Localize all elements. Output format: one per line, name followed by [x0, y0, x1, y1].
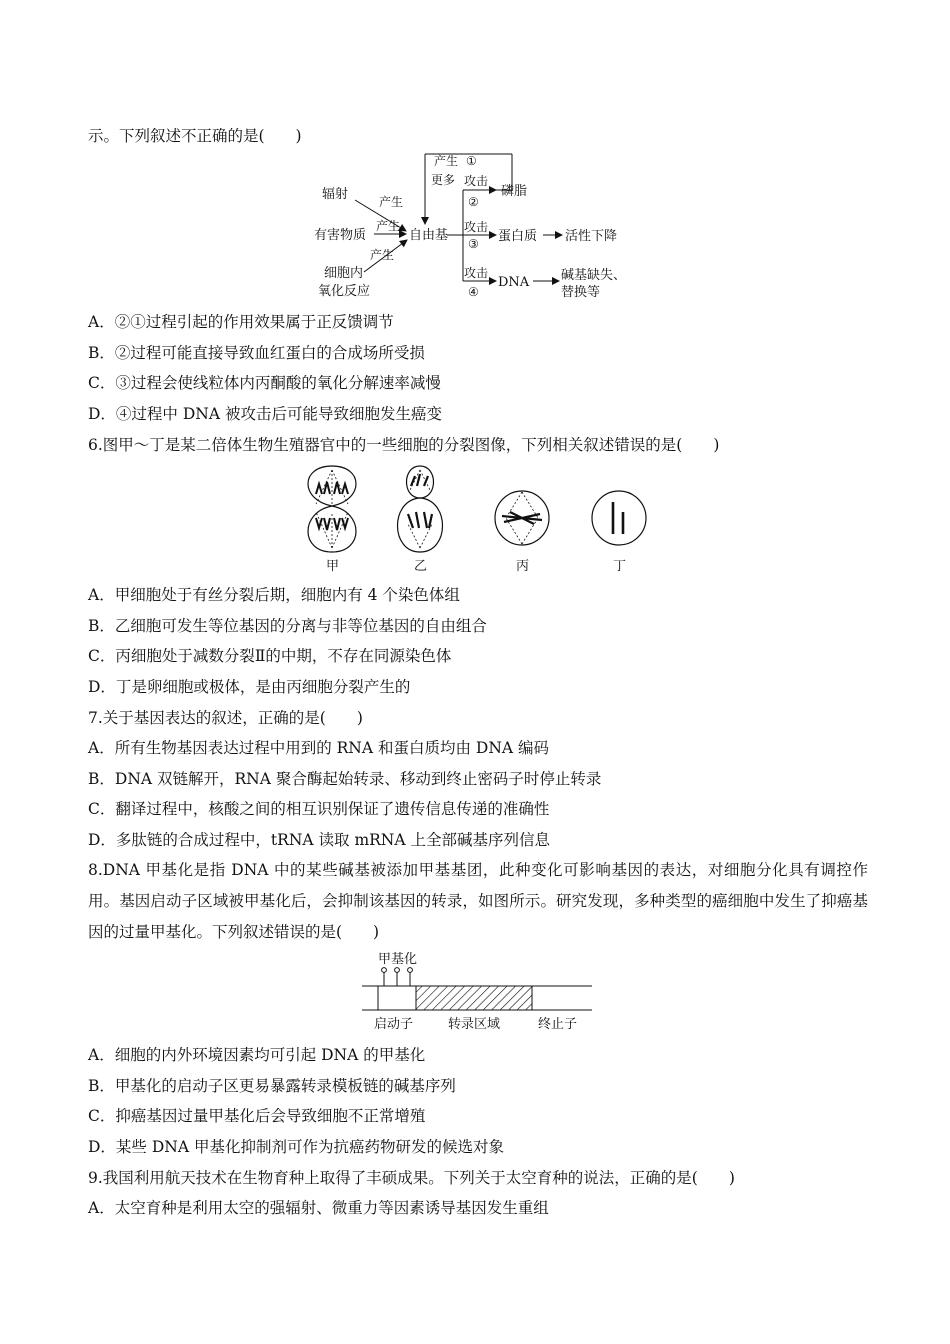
q9-option-a: A．太空育种是利用太空的强辐射、微重力等因素诱导基因发生重组 [88, 1199, 549, 1217]
base-loss-label-1: 碱基缺失、 [561, 268, 627, 283]
cell-label-ding: 丁 [613, 559, 627, 574]
cell-division-figure [290, 464, 660, 576]
base-loss-label-2: 替换等 [561, 285, 601, 300]
cell-label-yi: 乙 [414, 559, 428, 574]
produce-label-a: 产生 [379, 195, 404, 209]
step-3-marker: ③ [468, 237, 479, 251]
harmful-substance-label: 有害物质 [314, 228, 367, 243]
produce-label-b: 产生 [376, 219, 401, 233]
methylation-diagram [360, 946, 596, 1034]
q7-option-c: C．翻译过程中，核酸之间的相互识别保证了遗传信息传递的准确性 [88, 800, 550, 818]
methylation-label: 甲基化 [378, 952, 418, 967]
q5-option-c: C．③过程会使线粒体内丙酮酸的氧化分解速率减慢 [88, 374, 441, 392]
q8-option-d: D．某些 DNA 甲基化抑制剂可作为抗癌药物研发的候选对象 [88, 1138, 504, 1156]
q7-stem: 7.关于基因表达的叙述，正确的是( ) [88, 709, 363, 727]
attack-label-b: 攻击 [464, 220, 489, 234]
q6-option-b: B．乙细胞可发生等位基因的分离与非等位基因的自由组合 [88, 617, 487, 635]
cell-redox-label-1: 细胞内 [324, 266, 364, 281]
step-1-marker: ① [466, 154, 477, 168]
q5-option-b: B．②过程可能直接导致血红蛋白的合成场所受损 [88, 344, 425, 362]
dna-label: DNA [498, 275, 530, 290]
terminator-label: 终止子 [538, 1017, 578, 1032]
produce-label-c: 产生 [370, 248, 395, 262]
q5-stem-tail: 示。下列叙述不正确的是( ) [88, 127, 302, 145]
protein-label: 蛋白质 [498, 229, 538, 244]
step-2-marker: ② [468, 195, 479, 209]
q5-option-a: A．②①过程引起的作用效果属于正反馈调节 [88, 313, 394, 331]
q6-option-c: C．丙细胞处于减数分裂Ⅱ的中期，不存在同源染色体 [88, 647, 452, 665]
q8-stem: 8.DNA 甲基化是指 DNA 中的某些碱基被添加甲基基团，此种变化可影响基因的表达，对细胞分化具有调控作用。基因启动子区域被甲基化后，会抑制该基因的转录，如图所示。研究发现，多种类型的癌细胞中发生了抑癌基因的过量甲基化。下列叙述错误的是( ) [88, 861, 868, 941]
q8-option-b: B．甲基化的启动子区更易暴露转录模板链的碱基序列 [88, 1077, 456, 1095]
transcription-region-label: 转录区域 [448, 1017, 501, 1032]
q7-option-b: B．DNA 双链解开，RNA 聚合酶起始转录、移动到终止密码子时停止转录 [88, 770, 602, 788]
q5-option-d: D．④过程中 DNA 被攻击后可能导致细胞发生癌变 [88, 405, 442, 423]
q6-stem: 6.图甲～丁是某二倍体生物生殖器官中的一些细胞的分裂图像，下列相关叙述错误的是( ) [88, 436, 720, 454]
q7-option-d: D．多肽链的合成过程中，tRNA 读取 mRNA 上全部碱基序列信息 [88, 831, 550, 849]
activity-drop-label: 活性下降 [565, 229, 618, 244]
step-4-marker: ④ [468, 285, 479, 299]
free-radical-diagram [300, 148, 640, 304]
q9-stem: 9.我国利用航天技术在生物育种上取得了丰硕成果。下列关于太空育种的说法，正确的是( ) [88, 1169, 735, 1187]
promoter-label: 启动子 [374, 1017, 414, 1032]
radiation-label: 辐射 [322, 187, 349, 202]
produce-label-d: 产生 [434, 154, 459, 168]
q6-option-a: A．甲细胞处于有丝分裂后期，细胞内有 4 个染色体组 [88, 586, 460, 604]
attack-label-c: 攻击 [464, 266, 489, 280]
free-radical-label: 自由基 [409, 228, 449, 243]
cell-redox-label-2: 氧化反应 [318, 284, 371, 299]
q8-option-c: C．抑癌基因过量甲基化后会导致细胞不正常增殖 [88, 1107, 426, 1125]
phospholipid-label: 磷脂 [501, 184, 528, 199]
cell-label-jia: 甲 [326, 559, 340, 574]
q6-option-d: D．丁是卵细胞或极体，是由丙细胞分裂产生的 [88, 678, 411, 696]
attack-label-a: 攻击 [464, 174, 489, 188]
q8-option-a: A．细胞的内外环境因素均可引起 DNA 的甲基化 [88, 1046, 426, 1064]
q7-option-a: A．所有生物基因表达过程中用到的 RNA 和蛋白质均由 DNA 编码 [88, 739, 550, 757]
more-label: 更多 [431, 173, 456, 187]
cell-label-bing: 丙 [516, 559, 530, 574]
